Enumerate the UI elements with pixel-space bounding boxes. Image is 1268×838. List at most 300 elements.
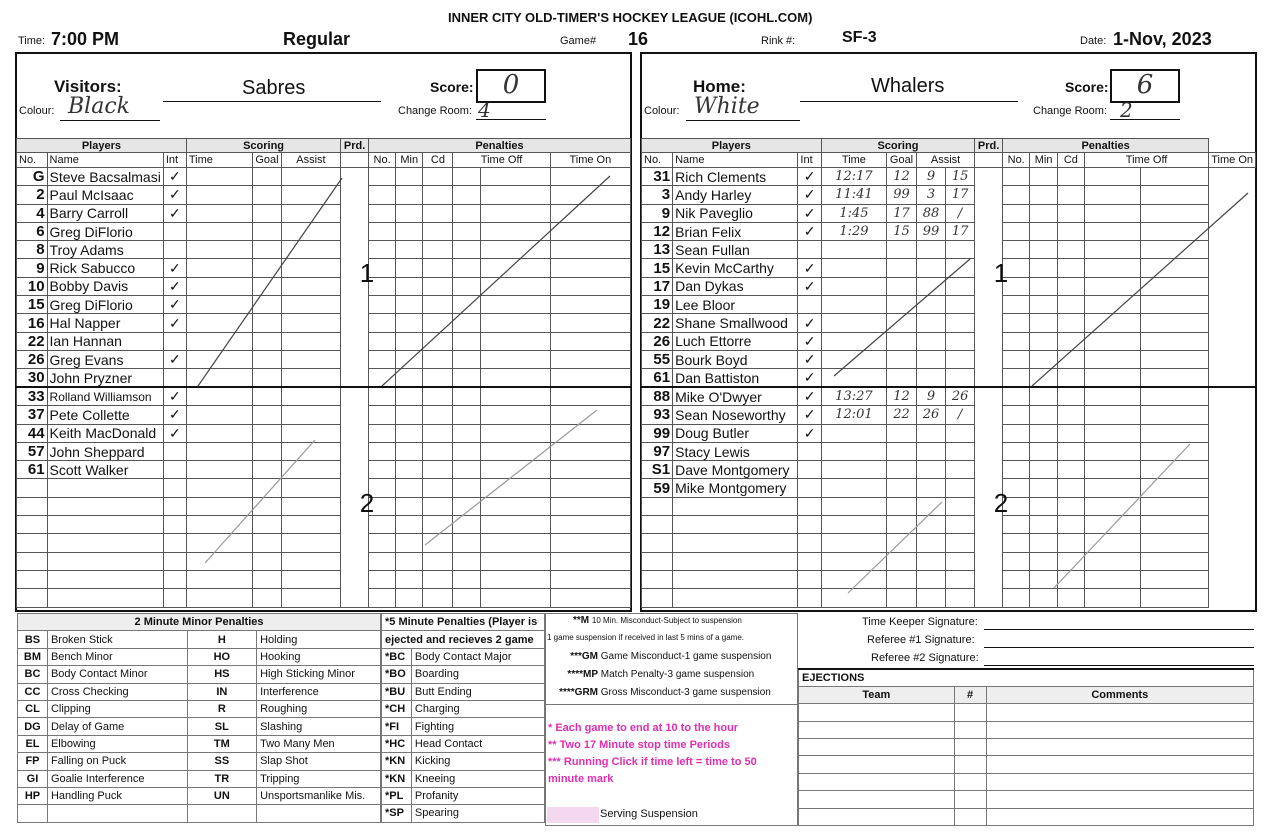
- scoring-a2: [946, 314, 975, 332]
- penalty-cell: [396, 424, 423, 442]
- penalty-cell: [1057, 241, 1084, 259]
- penalty-cell: [1140, 204, 1208, 222]
- player-in-game-check: [163, 369, 186, 388]
- player-number: 10: [17, 277, 48, 295]
- penalty-cell: [1030, 570, 1057, 588]
- penalty-cell: [1057, 296, 1084, 314]
- scoring-cell: [281, 350, 341, 368]
- table-row: [642, 516, 1256, 534]
- scoring-cell: [281, 442, 341, 460]
- penalty-cell: [369, 186, 396, 204]
- penalty-cell: [1003, 332, 1030, 350]
- player-in-game-check: ✓: [798, 222, 821, 240]
- scoring-time: [821, 534, 886, 552]
- penalty-cell: [550, 570, 630, 588]
- visitors-period-2: 2: [359, 488, 375, 518]
- player-name: [47, 497, 163, 515]
- penalty-cell: [396, 314, 423, 332]
- penalty-cell: [1084, 277, 1140, 295]
- scoring-cell: [186, 589, 253, 607]
- scoring-a2: [946, 442, 975, 460]
- penalty-cell: [1057, 259, 1084, 277]
- ejection-cell: [799, 721, 955, 738]
- scoring-a1: 9: [916, 387, 945, 406]
- table-row: [642, 314, 1256, 332]
- penalty-cell: [550, 259, 630, 277]
- penalty-name: Broken Stick: [47, 631, 187, 648]
- penalty-cell: [423, 552, 453, 570]
- penalty-cell: [423, 314, 453, 332]
- scoring-goal: [887, 497, 917, 515]
- penalty-cell: [1030, 222, 1057, 240]
- player-number: 57: [17, 442, 48, 460]
- table-row: [642, 277, 1256, 295]
- penalty-cell: [481, 461, 551, 479]
- penalty-row: [382, 718, 545, 735]
- player-name: [673, 497, 798, 515]
- player-number: [17, 516, 48, 534]
- player-name: Andy Harley: [673, 186, 798, 204]
- mp-text: Match Penalty-3 game suspension: [600, 669, 755, 680]
- player-in-game-check: ✓: [798, 332, 821, 350]
- player-name: Pete Collette: [47, 406, 163, 424]
- scoring-cell: [186, 296, 253, 314]
- scoring-a1: 26: [916, 406, 945, 424]
- penalty-cell: [453, 442, 481, 460]
- ejection-cell: [986, 721, 1253, 738]
- penalty-cell: [550, 332, 630, 350]
- scoring-goal: [887, 424, 917, 442]
- penalty-cell: [453, 296, 481, 314]
- penalty-cell: [423, 534, 453, 552]
- penalty-cell: [481, 277, 551, 295]
- misconduct-box: [545, 613, 798, 826]
- ejection-cell: [986, 791, 1253, 808]
- table-row: [642, 350, 1256, 368]
- col-assist: Assist: [916, 153, 974, 168]
- scoring-a2: [946, 259, 975, 277]
- penalty-code: CC: [18, 683, 48, 700]
- scoring-cell: [253, 369, 281, 388]
- player-number: 61: [17, 461, 48, 479]
- player-name: Dave Montgomery: [673, 461, 798, 479]
- timekeeper-signature-label: Time Keeper Signature:: [862, 616, 978, 628]
- visitors-label: Visitors:: [54, 77, 122, 96]
- player-name: [673, 552, 798, 570]
- ejection-cell: [954, 704, 986, 721]
- penalty-cell: [369, 241, 396, 259]
- scoring-a2: /: [946, 204, 975, 222]
- player-name: Nik Paveglio: [673, 204, 798, 222]
- penalty-code: *CH: [382, 700, 412, 717]
- scoring-time: [821, 442, 886, 460]
- penalty-name: Slap Shot: [257, 753, 381, 770]
- penalty-cell: [1140, 552, 1208, 570]
- penalty-name: Charging: [411, 700, 544, 717]
- penalty-code: *PL: [382, 787, 412, 804]
- penalty-cell: [1057, 461, 1084, 479]
- penalty-cell: [550, 479, 630, 497]
- penalty-cell: [423, 442, 453, 460]
- col-no: No.: [642, 153, 673, 168]
- player-name: [47, 570, 163, 588]
- ejection-cell: [954, 721, 986, 738]
- player-name: [47, 479, 163, 497]
- penalty-cell: [550, 168, 630, 186]
- visitors-team-name: Sabres: [242, 77, 306, 99]
- penalty-row: [18, 787, 381, 804]
- penalty-code: FP: [18, 753, 48, 770]
- note-3: *** Running Click if time left = time to 50: [548, 756, 757, 768]
- home-colour-label: Colour:: [644, 105, 680, 117]
- scoring-cell: [186, 516, 253, 534]
- player-number: [642, 516, 673, 534]
- scoring-cell: [253, 277, 281, 295]
- penalty-cell: [453, 479, 481, 497]
- scoring-a2: [946, 424, 975, 442]
- scoring-a2: [946, 534, 975, 552]
- ejection-cell: [799, 756, 955, 773]
- scoring-cell: [281, 259, 341, 277]
- penalty-cell: [1084, 424, 1140, 442]
- table-row: [642, 168, 1256, 186]
- penalty-cell: [396, 387, 423, 406]
- scoring-goal: 12: [887, 387, 917, 406]
- table-row: [17, 204, 631, 222]
- penalty-cell: [1030, 332, 1057, 350]
- player-number: [17, 589, 48, 607]
- penalty-code: *BC: [382, 648, 412, 665]
- ejections-title: EJECTIONS: [799, 669, 1254, 686]
- table-row: [17, 369, 631, 388]
- penalty-cell: [453, 534, 481, 552]
- penalty-cell: [550, 296, 630, 314]
- penalty-row: [18, 805, 381, 822]
- penalty-cell: [550, 204, 630, 222]
- penalty-row: [18, 770, 381, 787]
- penalty-cell: [550, 277, 630, 295]
- col-int: Int: [163, 153, 186, 168]
- scoring-cell: [186, 350, 253, 368]
- penalty-row: [18, 753, 381, 770]
- penalty-cell: [369, 204, 396, 222]
- gm-text: Game Misconduct-1 game suspension: [600, 651, 772, 662]
- scoring-cell: [253, 552, 281, 570]
- penalty-cell: [1057, 369, 1084, 388]
- m-text-2: 1 game suspension if received in last 5 mins of a game.: [547, 633, 744, 642]
- penalty-cell: [453, 314, 481, 332]
- scoring-cell: [281, 332, 341, 350]
- penalty-cell: [1084, 241, 1140, 259]
- ejection-cell: [799, 704, 955, 721]
- player-name: Doug Butler: [673, 424, 798, 442]
- player-in-game-check: ✓: [798, 424, 821, 442]
- penalty-cell: [423, 589, 453, 607]
- scoring-goal: 17: [887, 204, 917, 222]
- penalty-cell: [1003, 350, 1030, 368]
- player-name: Rick Sabucco: [47, 259, 163, 277]
- penalty-cell: [453, 461, 481, 479]
- penalty-cell: [423, 461, 453, 479]
- player-in-game-check: [163, 552, 186, 570]
- penalty-cell: [1003, 570, 1030, 588]
- scoring-cell: [281, 277, 341, 295]
- table-row: [17, 442, 631, 460]
- players-header: Players: [642, 139, 822, 153]
- player-name: John Pryzner: [47, 369, 163, 388]
- penalty-name: Two Many Men: [257, 735, 381, 752]
- penalty-cell: [550, 406, 630, 424]
- penalty-cell: [550, 552, 630, 570]
- note-2: ** Two 17 Minute stop time Periods: [548, 739, 730, 751]
- visitors-roster-table: [16, 138, 631, 608]
- table-row: [17, 479, 631, 497]
- penalty-cell: [423, 516, 453, 534]
- penalty-cell: [1030, 497, 1057, 515]
- home-colour: White: [694, 94, 760, 119]
- penalty-cell: [1030, 296, 1057, 314]
- player-in-game-check: [798, 461, 821, 479]
- penalty-cell: [481, 516, 551, 534]
- player-name: Steve Bacsalmasi: [47, 168, 163, 186]
- penalty-cell: [1140, 387, 1208, 406]
- penalty-name: Kneeing: [411, 770, 544, 787]
- table-row: [17, 241, 631, 259]
- penalty-cell: [369, 168, 396, 186]
- visitors-score-label: Score:: [430, 79, 474, 95]
- ejection-cell: [954, 773, 986, 790]
- penalty-name: Body Contact Major: [411, 648, 544, 665]
- scoring-cell: [253, 442, 281, 460]
- player-number: 93: [642, 406, 673, 424]
- player-number: 15: [642, 259, 673, 277]
- home-score: 6: [1136, 70, 1154, 100]
- serving-suspension-label: Serving Suspension: [600, 808, 698, 820]
- penalty-code: *KN: [382, 770, 412, 787]
- player-name: Kevin McCarthy: [673, 259, 798, 277]
- player-name: Stacy Lewis: [673, 442, 798, 460]
- player-number: 13: [642, 241, 673, 259]
- scoring-cell: [253, 534, 281, 552]
- ejection-row: [799, 756, 1254, 773]
- penalty-cell: [1030, 424, 1057, 442]
- penalty-row: [18, 735, 381, 752]
- table-row: [17, 570, 631, 588]
- penalty-cell: [481, 241, 551, 259]
- scoring-cell: [281, 369, 341, 388]
- scoring-cell: [186, 497, 253, 515]
- penalty-cell: [396, 222, 423, 240]
- player-name: Sean Noseworthy: [673, 406, 798, 424]
- player-number: 59: [642, 479, 673, 497]
- home-period-1: 1: [993, 258, 1009, 288]
- scoring-a2: 26: [946, 387, 975, 406]
- home-roster-table: [641, 138, 1256, 608]
- scoring-a1: 88: [916, 204, 945, 222]
- home-room: 2: [1120, 98, 1133, 122]
- scoring-cell: [253, 241, 281, 259]
- table-row: [642, 259, 1256, 277]
- table-row: [642, 204, 1256, 222]
- penalty-cell: [1003, 296, 1030, 314]
- scoring-goal: [887, 516, 917, 534]
- period-header: Prd.: [341, 139, 369, 153]
- penalty-name: Spearing: [411, 805, 544, 822]
- penalty-cell: [550, 222, 630, 240]
- player-in-game-check: [163, 497, 186, 515]
- penalty-cell: [1057, 314, 1084, 332]
- penalty-cell: [1030, 479, 1057, 497]
- penalty-name: Butt Ending: [411, 683, 544, 700]
- penalty-cell: [1030, 534, 1057, 552]
- penalty-cell: [1030, 168, 1057, 186]
- player-number: [17, 552, 48, 570]
- penalty-cell: [481, 204, 551, 222]
- penalty-name: Delay of Game: [47, 718, 187, 735]
- visitors-score: 0: [502, 70, 520, 100]
- scoring-cell: [281, 204, 341, 222]
- player-name: [673, 534, 798, 552]
- penalty-row: [18, 683, 381, 700]
- penalty-cell: [1057, 186, 1084, 204]
- penalty-code: GI: [18, 770, 48, 787]
- period-header: Prd.: [975, 139, 1003, 153]
- scoring-a2: [946, 241, 975, 259]
- penalty-cell: [396, 332, 423, 350]
- scoring-goal: [887, 479, 917, 497]
- penalty-cell: [1003, 442, 1030, 460]
- player-in-game-check: ✓: [798, 186, 821, 204]
- player-number: 19: [642, 296, 673, 314]
- penalty-cell: [396, 552, 423, 570]
- penalty-code: UN: [187, 787, 257, 804]
- player-in-game-check: [798, 589, 821, 607]
- player-number: 26: [642, 332, 673, 350]
- scoring-cell: [186, 204, 253, 222]
- penalty-cell: [423, 259, 453, 277]
- penalty-cell: [423, 186, 453, 204]
- penalty-row: [382, 683, 545, 700]
- major-title-2: ejected and recieves 2 game: [382, 631, 545, 648]
- home-period-2: 2: [993, 488, 1009, 518]
- scoring-a2: 17: [946, 186, 975, 204]
- table-row: [17, 277, 631, 295]
- penalty-cell: [481, 369, 551, 388]
- scoring-a1: [916, 369, 945, 388]
- player-in-game-check: ✓: [163, 406, 186, 424]
- scoring-a1: [916, 332, 945, 350]
- penalty-cell: [1084, 332, 1140, 350]
- penalty-cell: [453, 406, 481, 424]
- penalty-code: R: [187, 700, 257, 717]
- scoring-cell: [281, 497, 341, 515]
- col-cd: Cd: [423, 153, 453, 168]
- penalty-code: IN: [187, 683, 257, 700]
- game-number: 16: [628, 29, 649, 49]
- penalty-name: Clipping: [47, 700, 187, 717]
- player-in-game-check: [163, 479, 186, 497]
- scoring-a1: [916, 479, 945, 497]
- penalty-cell: [550, 589, 630, 607]
- table-row: [17, 296, 631, 314]
- penalty-cell: [453, 277, 481, 295]
- scoring-cell: [281, 424, 341, 442]
- penalty-cell: [1140, 589, 1208, 607]
- table-row: [17, 350, 631, 368]
- scoring-cell: [253, 424, 281, 442]
- penalty-code: *BO: [382, 666, 412, 683]
- scoring-a2: [946, 332, 975, 350]
- penalty-cell: [423, 332, 453, 350]
- scoring-cell: [186, 186, 253, 204]
- penalty-cell: [550, 369, 630, 388]
- penalty-cell: [1140, 497, 1208, 515]
- scoring-cell: [186, 332, 253, 350]
- penalty-cell: [396, 442, 423, 460]
- ejection-row: [799, 704, 1254, 721]
- scoring-cell: [281, 296, 341, 314]
- player-number: 17: [642, 277, 673, 295]
- penalty-cell: [1084, 387, 1140, 406]
- penalty-name: Slashing: [257, 718, 381, 735]
- scoring-time: [821, 369, 886, 388]
- scoring-a2: [946, 277, 975, 295]
- penalty-cell: [1030, 204, 1057, 222]
- player-name: Troy Adams: [47, 241, 163, 259]
- scoring-cell: [253, 168, 281, 186]
- penalty-cell: [1057, 204, 1084, 222]
- penalty-cell: [1084, 442, 1140, 460]
- col-time-on: Time On: [1209, 153, 1256, 168]
- scoring-cell: [253, 204, 281, 222]
- table-row: [17, 424, 631, 442]
- scoring-cell: [253, 479, 281, 497]
- penalty-cell: [1084, 259, 1140, 277]
- scoring-cell: [281, 552, 341, 570]
- penalty-cell: [423, 497, 453, 515]
- scoring-time: [821, 259, 886, 277]
- player-in-game-check: [798, 516, 821, 534]
- scoring-a2: [946, 479, 975, 497]
- penalty-cell: [1030, 350, 1057, 368]
- player-number: 22: [17, 332, 48, 350]
- penalty-cell: [423, 222, 453, 240]
- player-number: [642, 570, 673, 588]
- col-time: Time: [821, 153, 886, 168]
- player-name: Dan Dykas: [673, 277, 798, 295]
- player-number: [17, 479, 48, 497]
- table-row: [17, 552, 631, 570]
- player-name: [47, 516, 163, 534]
- scoring-time: [821, 461, 886, 479]
- m-text: 10 Min. Misconduct-Subject to suspension: [591, 616, 742, 625]
- table-row: [17, 186, 631, 204]
- penalty-cell: [369, 534, 396, 552]
- m-code: **M: [573, 615, 590, 626]
- player-name: [673, 589, 798, 607]
- table-row: [642, 296, 1256, 314]
- penalty-row: [382, 666, 545, 683]
- penalty-cell: [1140, 314, 1208, 332]
- penalty-code: BS: [18, 631, 48, 648]
- scoring-cell: [186, 534, 253, 552]
- scoring-a2: [946, 589, 975, 607]
- minor-penalties-title: 2 Minute Minor Penalties: [18, 614, 381, 631]
- serving-swatch: [547, 807, 599, 823]
- player-number: 97: [642, 442, 673, 460]
- player-in-game-check: ✓: [798, 277, 821, 295]
- penalty-code: EL: [18, 735, 48, 752]
